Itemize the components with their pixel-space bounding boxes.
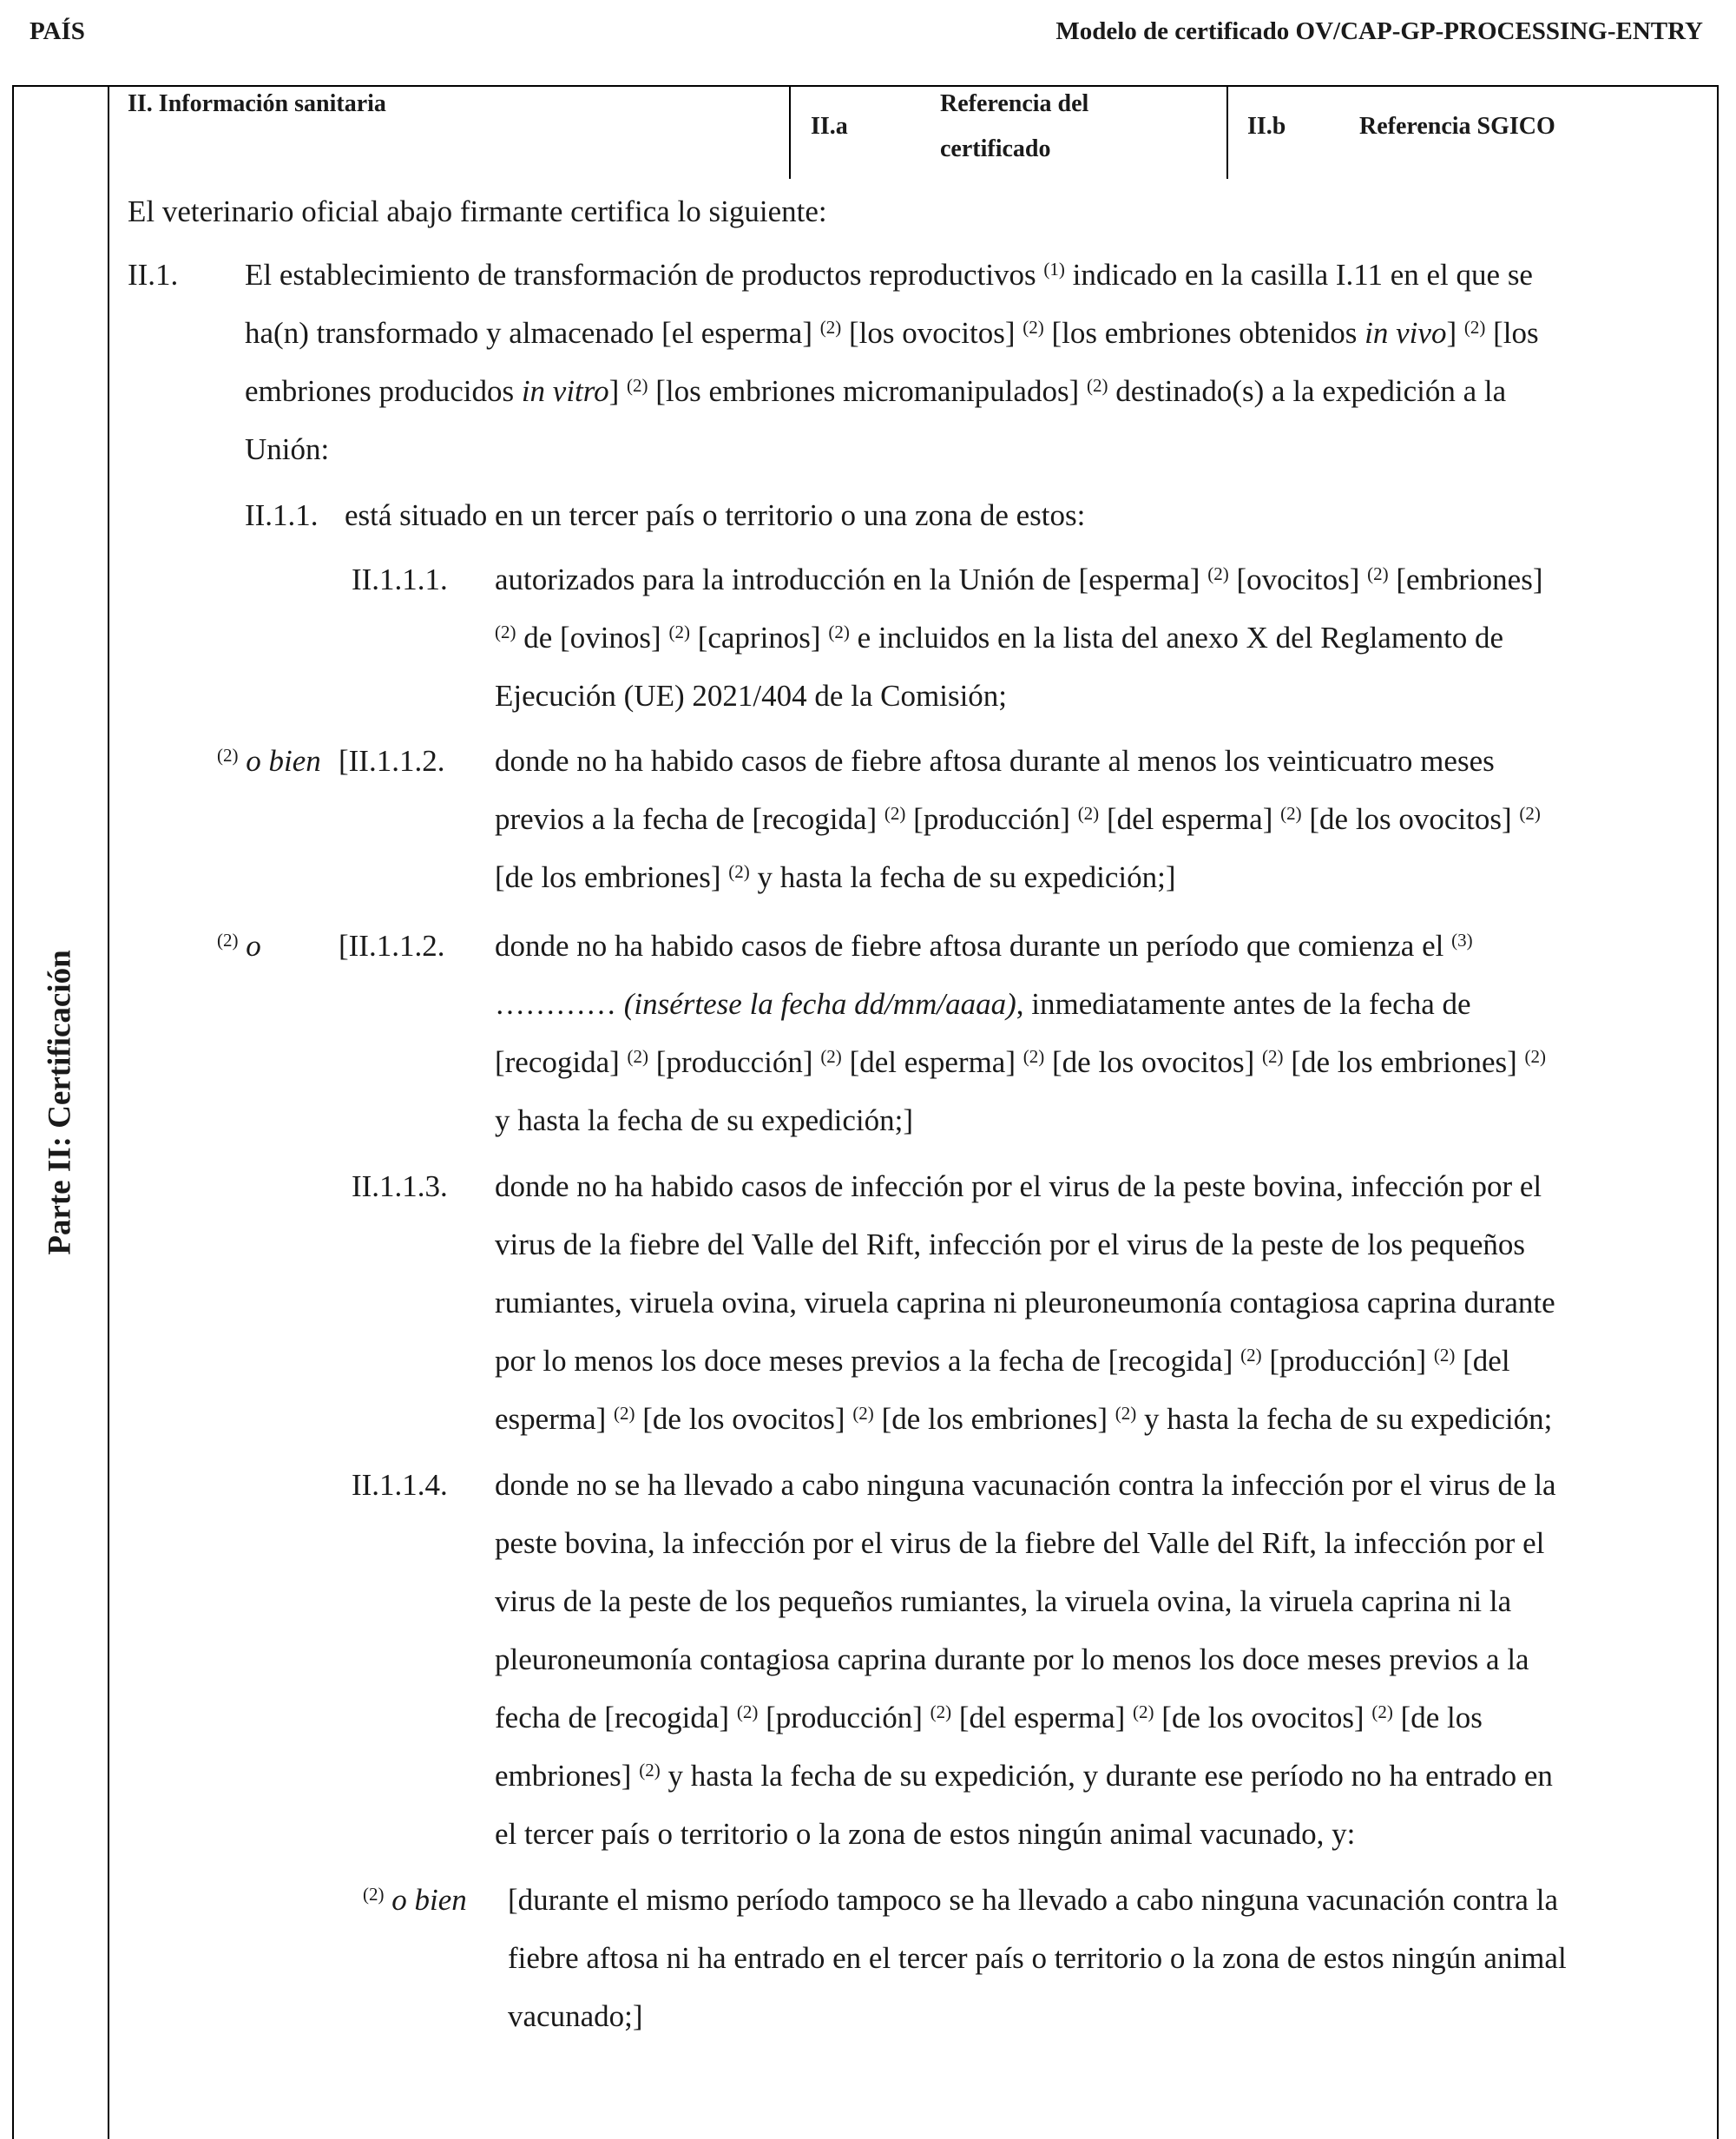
clause-number: II.1. bbox=[128, 258, 179, 292]
clause-line: El establecimiento de transformación de productos reproductivos $^{(1)}$ indicado en la casilla I.11 en el que se bbox=[245, 258, 1533, 292]
clause-line: donde no ha habido casos de fiebre aftosa durante un período que comienza el $^{(3)}$ bbox=[495, 929, 1473, 963]
clause-line: embriones producidos in vitro] $^{(2)}$ [los embriones micromanipulados] $^{(2)}$ destinado(s) a la expedición a la bbox=[245, 374, 1507, 408]
clause-line: ha(n) transformado y almacenado [el esperma] $^{(2)}$ [los ovocitos] $^{(2)}$ [los embriones obtenidos in vivo] $^{(2)}$ [los bbox=[245, 316, 1539, 350]
footnote-ref: (1) bbox=[1043, 259, 1065, 280]
option-prefix: $^{(2)}$ o bien bbox=[363, 1883, 467, 1917]
ref-b-code: II.b bbox=[1247, 113, 1286, 140]
clause-number: II.1.1.4. bbox=[352, 1468, 448, 1502]
clause-line: rumiantes, viruela ovina, viruela caprina ni pleuroneumonía contagiosa caprina durante bbox=[495, 1286, 1555, 1320]
option-prefix: $^{(2)}$ o bien bbox=[217, 744, 321, 778]
clause-line: por lo menos los doce meses previos a la fecha de [recogida] $^{(2)}$ [producción] $^{(2)}$ [del bbox=[495, 1344, 1510, 1378]
clause-line: $^{(2)}$ de [ovinos] $^{(2)}$ [caprinos] $^{(2)}$ e incluidos en la lista del anexo X del Reglamento de bbox=[495, 621, 1504, 655]
clause-line: donde no se ha llevado a cabo ninguna vacunación contra la infección por el virus de la bbox=[495, 1468, 1556, 1502]
clause-line: virus de la peste de los pequeños rumiantes, la viruela ovina, la viruela caprina ni la bbox=[495, 1584, 1512, 1618]
part-column-divider bbox=[108, 85, 109, 2139]
clause-line: virus de la fiebre del Valle del Rift, infección por el virus de la peste de los pequeños bbox=[495, 1227, 1526, 1261]
clause-number: [II.1.1.2. bbox=[339, 744, 445, 778]
clause-line: previos a la fecha de [recogida] $^{(2)}$ [producción] $^{(2)}$ [del esperma] $^{(2)}$ [de los ovocitos] $^{(2)}$ bbox=[495, 802, 1541, 836]
intro-statement: El veterinario oficial abajo firmante certifica lo siguiente: bbox=[128, 194, 827, 228]
clause-number: II.1.1.1. bbox=[352, 563, 448, 596]
clause-line: vacunado;] bbox=[508, 1999, 643, 2033]
clause-line: Ejecución (UE) 2021/404 de la Comisión; bbox=[495, 679, 1008, 713]
clause-line: esperma] $^{(2)}$ [de los ovocitos] $^{(2)}$ [de los embriones] $^{(2)}$ y hasta la fecha de su expedición; bbox=[495, 1402, 1553, 1436]
country-label: PAÍS bbox=[30, 17, 85, 45]
clause-line: donde no ha habido casos de infección por el virus de la peste bovina, infección por el bbox=[495, 1169, 1542, 1203]
clause-line: embriones] $^{(2)}$ y hasta la fecha de su expedición, y durante ese período no ha entrado en bbox=[495, 1759, 1553, 1793]
clause-line: fecha de [recogida] $^{(2)}$ [producción] $^{(2)}$ [del esperma] $^{(2)}$ [de los ovocitos] $^{(2)}$ [de los bbox=[495, 1701, 1483, 1734]
ref-a-label-line2: certificado bbox=[940, 135, 1051, 162]
part-label-text: Parte II: Certificación bbox=[42, 950, 78, 1255]
clause-line: [recogida] $^{(2)}$ [producción] $^{(2)}$ [del esperma] $^{(2)}$ [de los ovocitos] $^{(2)}$ [de los embriones] $^{(2)}$ bbox=[495, 1045, 1547, 1079]
certificate-model-title: Modelo de certificado OV/CAP-GP-PROCESSING-ENTRY bbox=[1055, 17, 1703, 45]
ref-b-label: Referencia SGICO bbox=[1359, 113, 1555, 140]
option-prefix: $^{(2)}$ o bbox=[217, 929, 261, 963]
clause-number: II.1.1. bbox=[245, 498, 319, 532]
frame-right-border bbox=[1717, 85, 1719, 2139]
ref-a-label bbox=[940, 82, 1088, 172]
frame-left-border bbox=[12, 85, 14, 2139]
clause-line: Unión: bbox=[245, 432, 330, 466]
clause-line: peste bovina, la infección por el virus de la fiebre del Valle del Rift, la infección por el bbox=[495, 1526, 1545, 1560]
clause-line: el tercer país o territorio o la zona de estos ningún animal vacunado, y: bbox=[495, 1817, 1356, 1851]
clause-line: ………… (insértese la fecha dd/mm/aaaa), inmediatamente antes de la fecha de bbox=[495, 987, 1471, 1021]
clause-line: está situado en un tercer país o territorio o una zona de estos: bbox=[345, 498, 1086, 532]
ref-a-label-line1: Referencia del bbox=[940, 90, 1089, 117]
header-divider-b bbox=[1226, 85, 1228, 179]
ref-a-code: II.a bbox=[811, 113, 848, 140]
section-title: II. Información sanitaria bbox=[128, 90, 386, 117]
clause-line: donde no ha habido casos de fiebre aftosa durante al menos los veinticuatro meses bbox=[495, 744, 1495, 778]
clause-number: II.1.1.3. bbox=[352, 1169, 448, 1203]
clause-line: y hasta la fecha de su expedición;] bbox=[495, 1103, 914, 1137]
clause-line: [durante el mismo período tampoco se ha llevado a cabo ninguna vacunación contra la bbox=[508, 1883, 1558, 1917]
clause-line: fiebre aftosa ni ha entrado en el tercer país o territorio o la zona de estos ningún animal bbox=[508, 1941, 1567, 1975]
header-divider-a bbox=[789, 85, 791, 179]
clause-line: [de los embriones] $^{(2)}$ y hasta la fecha de su expedición;] bbox=[495, 860, 1176, 894]
clause-number: [II.1.1.2. bbox=[339, 929, 445, 963]
clause-line: autorizados para la introducción en la Unión de [esperma] $^{(2)}$ [ovocitos] $^{(2)}$ [embriones] bbox=[495, 563, 1543, 596]
clause-line: pleuroneumonía contagiosa caprina durante por lo menos los doce meses previos a la bbox=[495, 1642, 1529, 1676]
